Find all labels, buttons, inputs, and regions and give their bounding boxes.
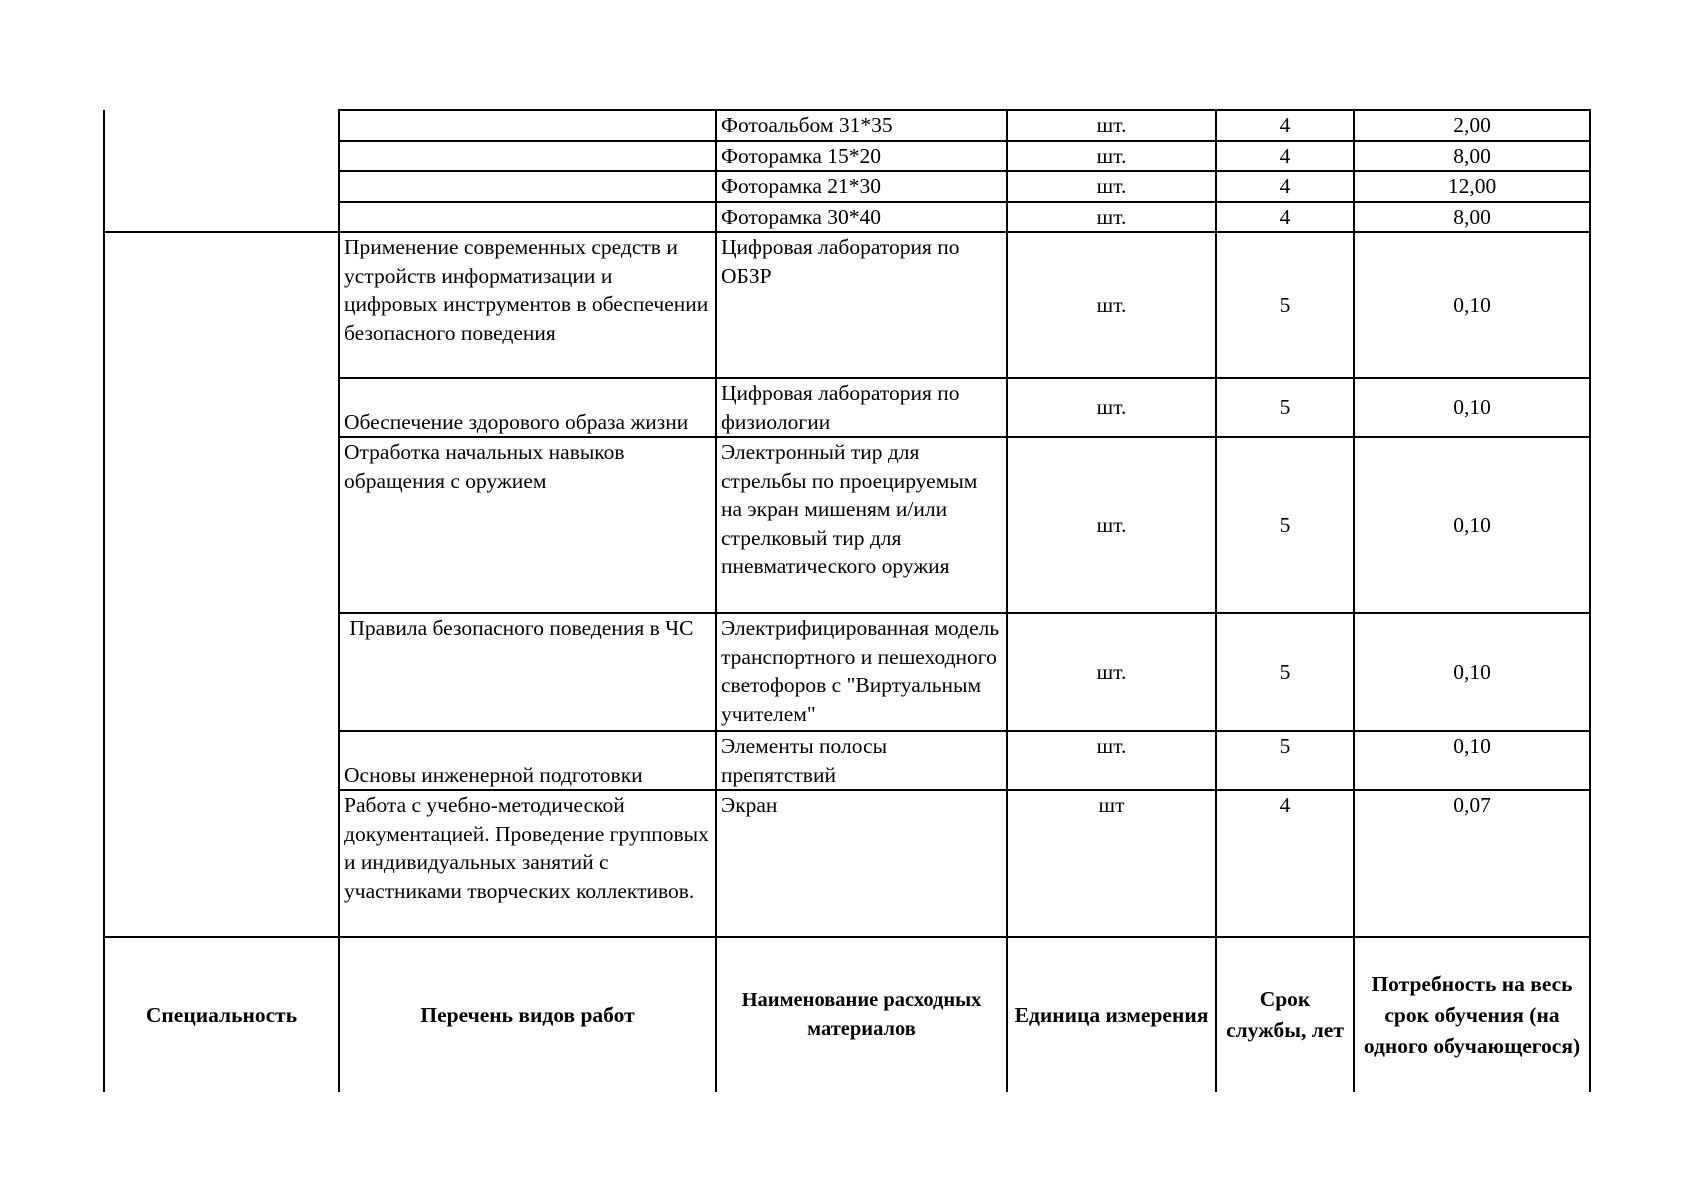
need-cell: 0,07 [1354, 790, 1590, 937]
need-cell: 8,00 [1354, 202, 1590, 233]
service-life-cell: 4 [1216, 790, 1354, 937]
work-cell: Правила безопасного поведения в ЧС [339, 613, 716, 731]
material-cell: Цифровая лаборатория по ОБЗР [716, 232, 1007, 378]
service-life-cell: 5 [1216, 437, 1354, 613]
table-row [104, 110, 1590, 141]
material-cell: Цифровая лаборатория по физиологии [716, 378, 1007, 437]
work-cell [339, 141, 716, 172]
material-cell: Фоторамка 15*20 [716, 141, 1007, 172]
work-cell: Обеспечение здорового образа жизни [339, 378, 716, 437]
header-need: Потребность на весь срок обучения (на одного обучающегося) [1354, 937, 1590, 1092]
header-works: Перечень видов работ [339, 937, 716, 1092]
need-cell: 0,10 [1354, 731, 1590, 790]
service-life-cell: 5 [1216, 613, 1354, 731]
need-cell: 2,00 [1354, 110, 1590, 141]
material-cell: Фоторамка 30*40 [716, 202, 1007, 233]
material-cell: Фотоальбом 31*35 [716, 110, 1007, 141]
service-life-cell: 4 [1216, 202, 1354, 233]
service-life-cell: 4 [1216, 141, 1354, 172]
need-cell: 0,10 [1354, 613, 1590, 731]
work-cell [339, 110, 716, 141]
unit-cell: шт. [1007, 378, 1216, 437]
service-life-cell: 5 [1216, 731, 1354, 790]
table-header-row [104, 937, 1590, 1092]
header-service-life: Срок службы, лет [1216, 937, 1354, 1092]
header-materials: Наименование расходных материалов [716, 937, 1007, 1092]
work-cell: Основы инженерной подготовки [339, 731, 716, 790]
need-cell: 8,00 [1354, 141, 1590, 172]
table-row [104, 232, 1590, 378]
specialty-cell [104, 232, 339, 937]
need-cell: 0,10 [1354, 232, 1590, 378]
work-cell: Отработка начальных навыков обращения с оружием [339, 437, 716, 613]
unit-cell: шт. [1007, 110, 1216, 141]
material-cell: Электрифицированная модель транспортного и пешеходного светофоров с "Виртуальным учителем" [716, 613, 1007, 731]
need-cell: 12,00 [1354, 171, 1590, 202]
unit-cell: шт. [1007, 141, 1216, 172]
unit-cell: шт. [1007, 232, 1216, 378]
work-cell: Применение современных средств и устройств информатизации и цифровых инструментов в обеспечении безопасного поведения [339, 232, 716, 378]
specialty-cell [104, 110, 339, 232]
unit-cell: шт. [1007, 731, 1216, 790]
material-cell: Электронный тир для стрельбы по проецируемым на экран мишеням и/или стрелковый тир для пневматического оружия [716, 437, 1007, 613]
work-cell [339, 171, 716, 202]
need-cell: 0,10 [1354, 378, 1590, 437]
unit-cell: шт. [1007, 613, 1216, 731]
unit-cell: шт. [1007, 171, 1216, 202]
header-specialty: Специальность [104, 937, 339, 1092]
header-unit: Единица измерения [1007, 937, 1216, 1092]
unit-cell: шт [1007, 790, 1216, 937]
service-life-cell: 4 [1216, 110, 1354, 141]
service-life-cell: 5 [1216, 378, 1354, 437]
material-cell: Фоторамка 21*30 [716, 171, 1007, 202]
unit-cell: шт. [1007, 202, 1216, 233]
service-life-cell: 5 [1216, 232, 1354, 378]
work-cell [339, 202, 716, 233]
service-life-cell: 4 [1216, 171, 1354, 202]
material-cell: Экран [716, 790, 1007, 937]
work-cell: Работа с учебно-методической документацией. Проведение групповых и индивидуальных занятий с участниками творческих коллективов. [339, 790, 716, 937]
material-cell: Элементы полосы препятствий [716, 731, 1007, 790]
need-cell: 0,10 [1354, 437, 1590, 613]
unit-cell: шт. [1007, 437, 1216, 613]
materials-table [103, 109, 1591, 1092]
